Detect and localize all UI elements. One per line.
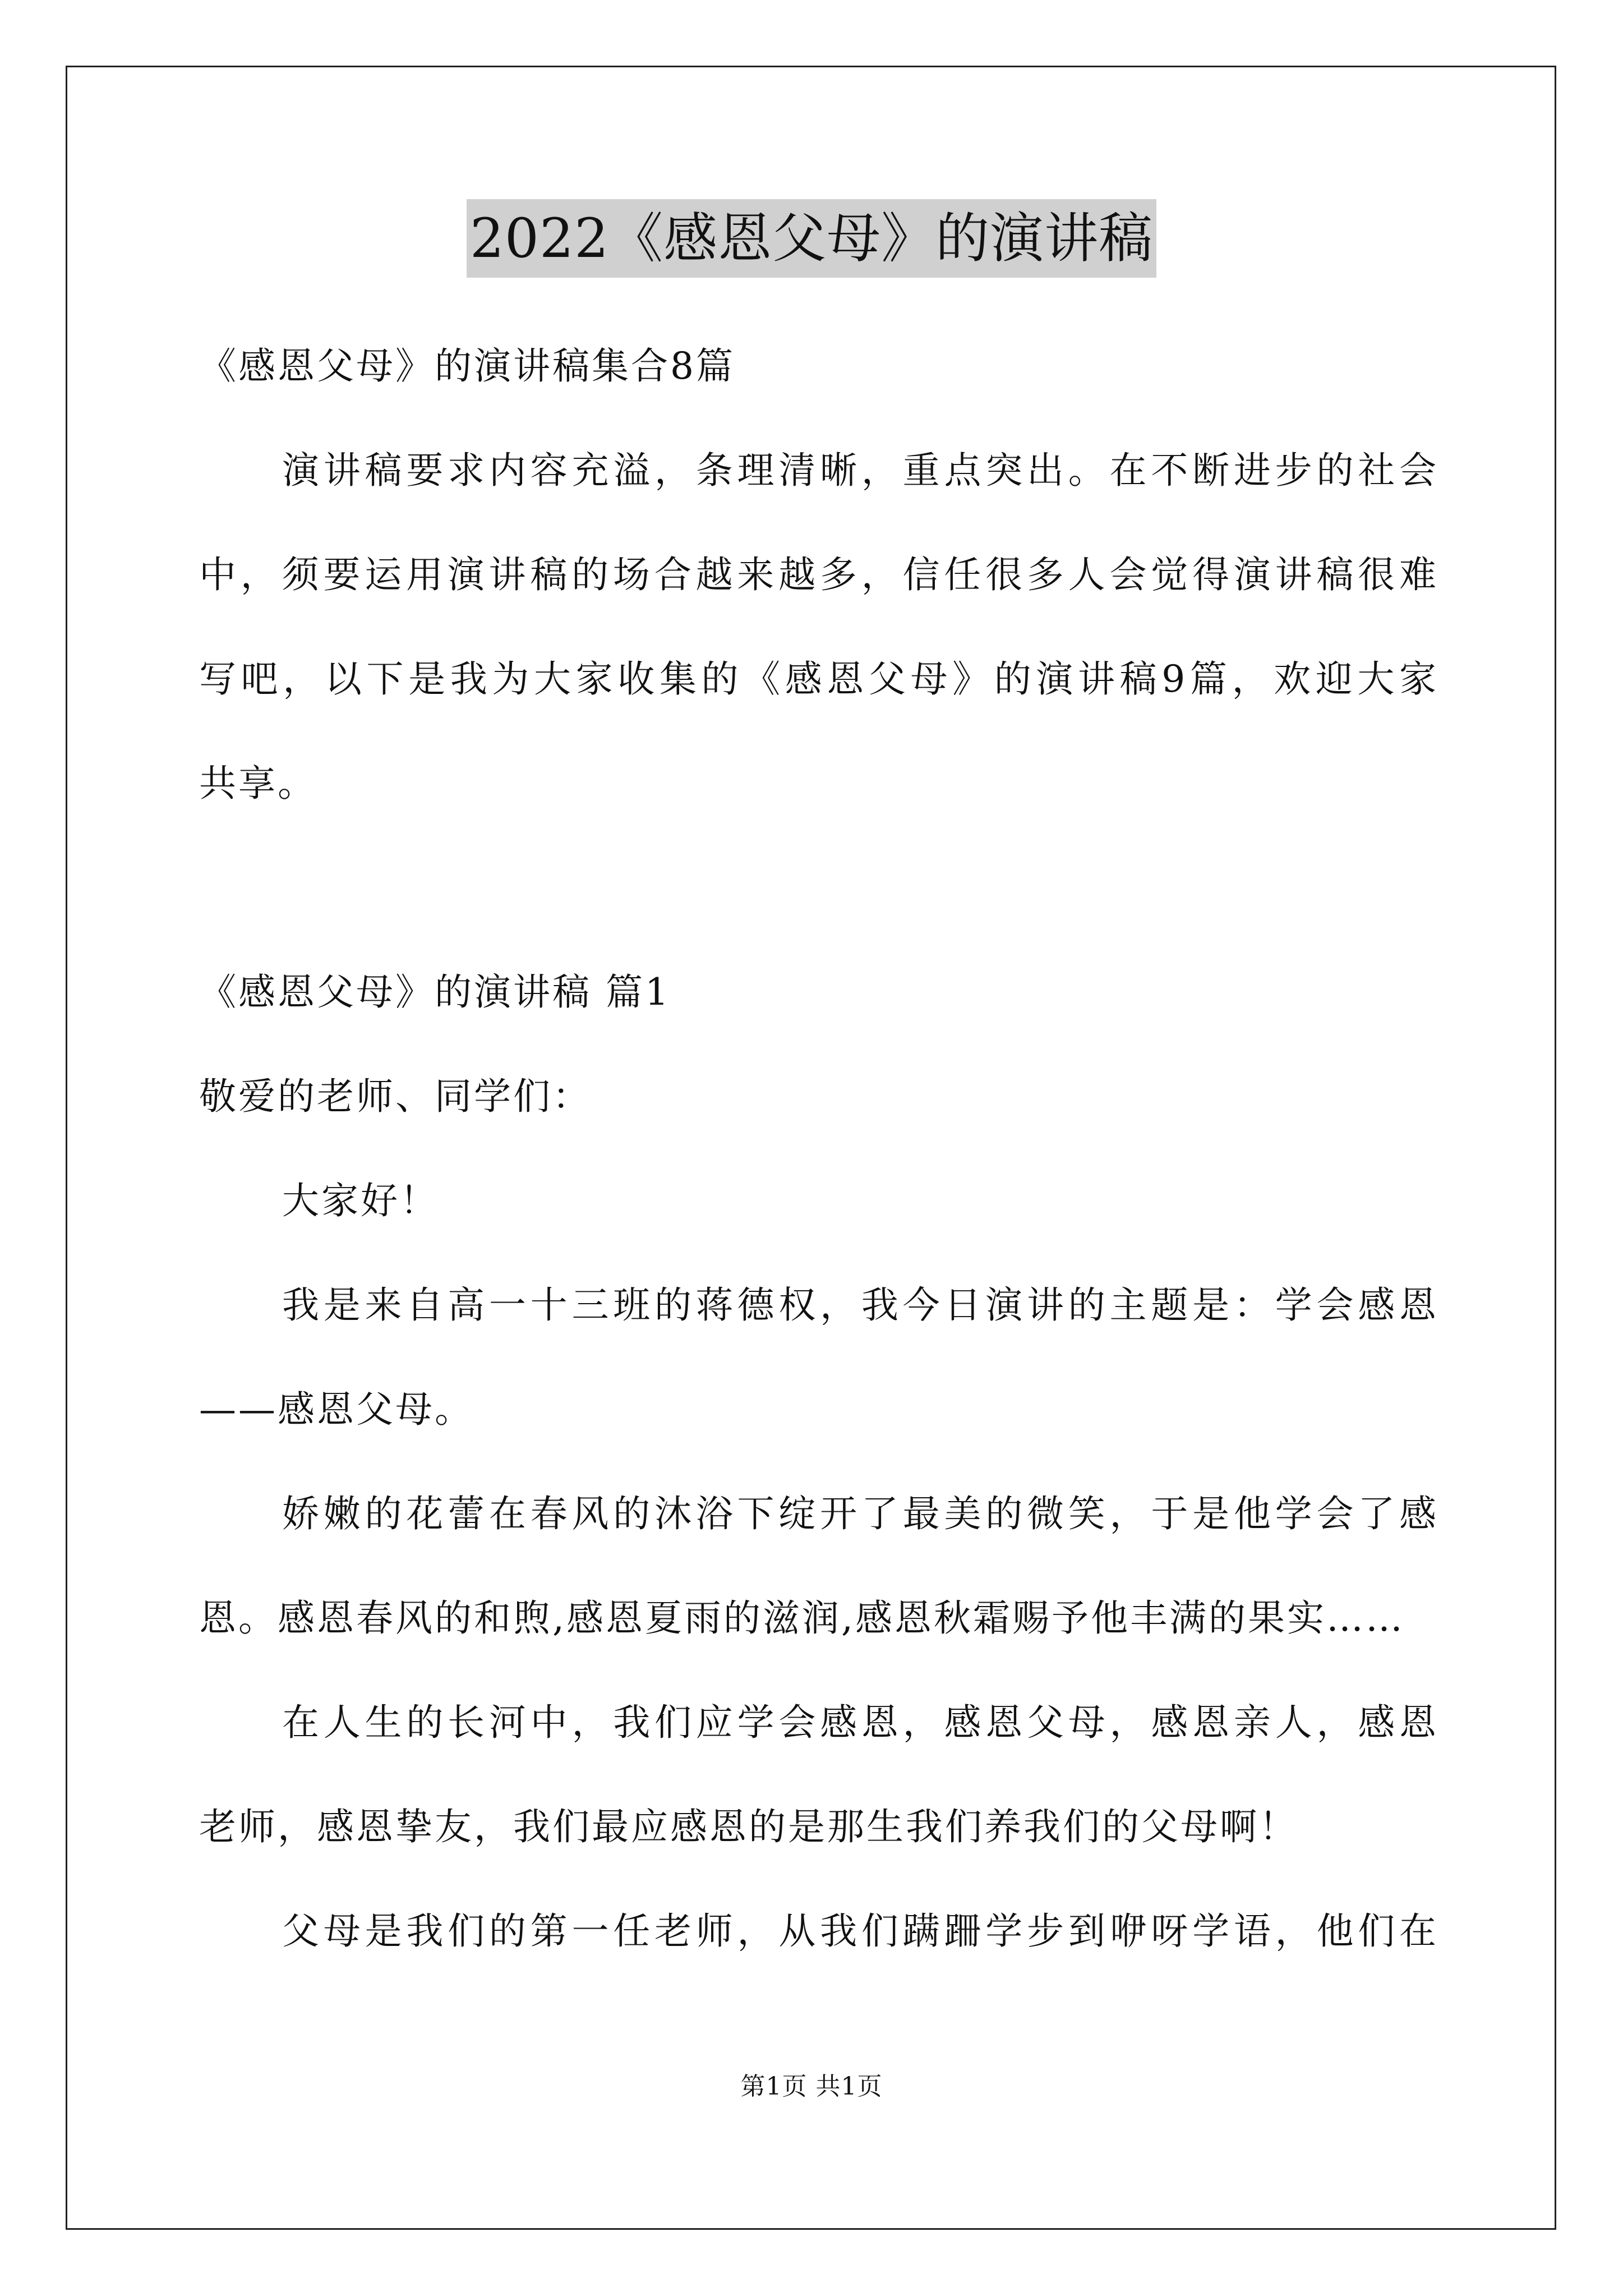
greeting: 大家好！ bbox=[282, 1179, 439, 1222]
title-container bbox=[0, 199, 1623, 278]
body-line-6: 老师，感恩挚友，我们最应感恩的是那生我们养我们的父母啊！ bbox=[199, 1805, 1298, 1848]
page-footer: 第1页 共1页 bbox=[740, 2072, 883, 2101]
section-heading: 《感恩父母》的演讲稿 篇1 bbox=[199, 970, 671, 1014]
document-body bbox=[199, 314, 1438, 1984]
document-subtitle: 《感恩父母》的演讲稿集合8篇 bbox=[199, 344, 735, 388]
body-line-7: 父母是我们的第一任老师，从我们蹒跚学步到咿呀学语，他们在 bbox=[282, 1910, 1438, 1953]
body-line-4: 恩。感恩春风的和煦,感恩夏雨的滋润,感恩秋霜赐予他丰满的果实…… bbox=[199, 1596, 1405, 1640]
salutation: 敬爱的老师、同学们： bbox=[199, 1075, 592, 1118]
body-line-5: 在人生的长河中，我们应学会感恩，感恩父母，感恩亲人，感恩 bbox=[282, 1701, 1438, 1744]
body-line-2: ——感恩父母。 bbox=[199, 1388, 474, 1431]
document-title: 2022《感恩父母》的演讲稿 bbox=[467, 199, 1156, 278]
body-line-3: 娇嫩的花蕾在春风的沐浴下绽开了最美的微笑，于是他学会了感 bbox=[282, 1492, 1438, 1535]
section-gap bbox=[199, 836, 1438, 940]
intro-line-2: 中，须要运用演讲稿的场合越来越多，信任很多人会觉得演讲稿很难 bbox=[199, 553, 1438, 596]
intro-line-4: 共享。 bbox=[199, 762, 317, 805]
intro-line-1: 演讲稿要求内容充溢，条理清晰，重点突出。在不断进步的社会 bbox=[282, 449, 1438, 492]
body-line-1: 我是来自高一十三班的蒋德权，我今日演讲的主题是：学会感恩 bbox=[282, 1283, 1438, 1327]
intro-line-3: 写吧，以下是我为大家收集的《感恩父母》的演讲稿9篇，欢迎大家 bbox=[199, 657, 1438, 701]
